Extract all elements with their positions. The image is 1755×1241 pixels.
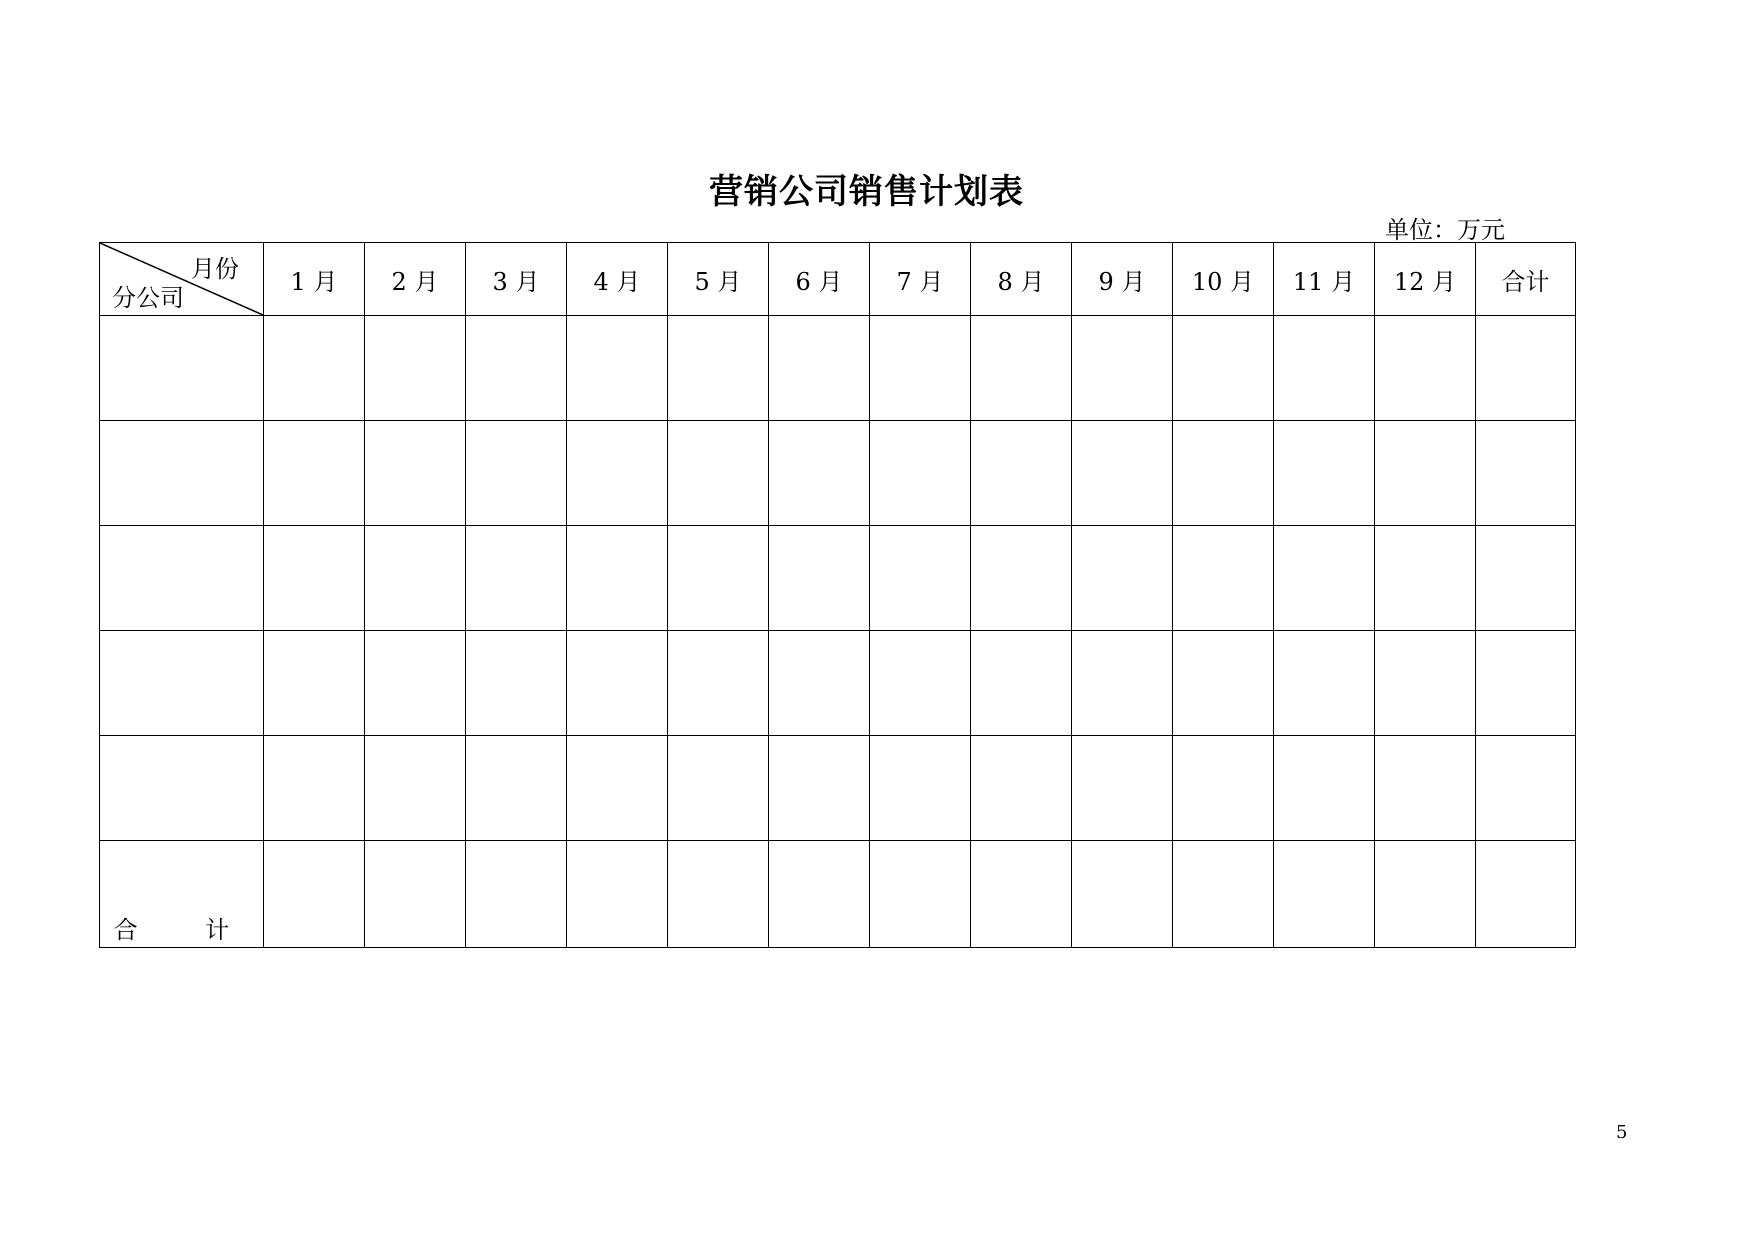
total-cell[interactable] <box>365 841 466 948</box>
table-cell[interactable] <box>971 421 1072 526</box>
table-cell[interactable] <box>365 421 466 526</box>
column-header-nov: 11 月 <box>1274 243 1375 316</box>
column-header-jul: 7 月 <box>870 243 971 316</box>
table-cell[interactable] <box>668 631 769 736</box>
total-cell[interactable] <box>567 841 668 948</box>
table-cell[interactable] <box>769 526 870 631</box>
table-cell[interactable] <box>1274 316 1375 421</box>
table-cell[interactable] <box>365 736 466 841</box>
table-cell[interactable] <box>567 316 668 421</box>
total-cell[interactable] <box>1173 841 1274 948</box>
table-row <box>100 631 1576 736</box>
table-cell[interactable] <box>1072 421 1173 526</box>
branch-name-cell[interactable] <box>100 631 264 736</box>
page-number: 5 <box>1616 1122 1628 1143</box>
table-cell[interactable] <box>1173 631 1274 736</box>
table-cell[interactable] <box>1375 631 1476 736</box>
table-cell[interactable] <box>567 736 668 841</box>
table-cell[interactable] <box>971 526 1072 631</box>
table-cell[interactable] <box>1375 526 1476 631</box>
table-cell[interactable] <box>1072 526 1173 631</box>
table-cell[interactable] <box>365 316 466 421</box>
column-header-jan: 1 月 <box>264 243 365 316</box>
table-cell[interactable] <box>1173 316 1274 421</box>
table-cell[interactable] <box>567 526 668 631</box>
table-cell[interactable] <box>668 526 769 631</box>
table-row <box>100 316 1576 421</box>
table-cell[interactable] <box>1072 631 1173 736</box>
table-cell[interactable] <box>870 421 971 526</box>
total-cell[interactable] <box>1274 841 1375 948</box>
table-cell[interactable] <box>1375 316 1476 421</box>
table-cell[interactable] <box>466 631 567 736</box>
column-header-may: 5 月 <box>668 243 769 316</box>
table-cell[interactable] <box>870 526 971 631</box>
table-cell[interactable] <box>1274 631 1375 736</box>
table-cell[interactable] <box>1476 316 1576 421</box>
column-header-oct: 10 月 <box>1173 243 1274 316</box>
corner-header-cell <box>100 243 264 316</box>
header-row <box>100 243 1576 316</box>
column-header-apr: 4 月 <box>567 243 668 316</box>
table-cell[interactable] <box>971 631 1072 736</box>
branch-name-cell[interactable] <box>100 526 264 631</box>
table-row <box>100 526 1576 631</box>
table-cell[interactable] <box>567 631 668 736</box>
table-cell[interactable] <box>1476 631 1576 736</box>
table-cell[interactable] <box>264 316 365 421</box>
total-cell[interactable] <box>1375 841 1476 948</box>
month-axis-label: 月份 <box>191 255 239 283</box>
branch-name-cell[interactable] <box>100 736 264 841</box>
sales-plan-table <box>99 242 1576 948</box>
table-cell[interactable] <box>1173 526 1274 631</box>
table-row <box>100 421 1576 526</box>
table-cell[interactable] <box>668 316 769 421</box>
table-cell[interactable] <box>264 526 365 631</box>
table-cell[interactable] <box>1274 736 1375 841</box>
table-cell[interactable] <box>668 421 769 526</box>
table-cell[interactable] <box>466 421 567 526</box>
table-cell[interactable] <box>971 316 1072 421</box>
total-cell[interactable] <box>1072 841 1173 948</box>
table-cell[interactable] <box>769 631 870 736</box>
total-cell[interactable] <box>769 841 870 948</box>
table-cell[interactable] <box>466 736 567 841</box>
table-cell[interactable] <box>1173 736 1274 841</box>
table-cell[interactable] <box>466 316 567 421</box>
total-row-label: 合 计 <box>113 916 260 944</box>
column-header-aug: 8 月 <box>971 243 1072 316</box>
table-cell[interactable] <box>466 526 567 631</box>
column-header-total: 合计 <box>1476 243 1576 316</box>
table-cell[interactable] <box>769 736 870 841</box>
total-cell[interactable] <box>466 841 567 948</box>
table-cell[interactable] <box>264 421 365 526</box>
table-cell[interactable] <box>1476 736 1576 841</box>
table-cell[interactable] <box>668 736 769 841</box>
table-cell[interactable] <box>769 316 870 421</box>
table-cell[interactable] <box>1072 316 1173 421</box>
table-cell[interactable] <box>264 631 365 736</box>
table-cell[interactable] <box>769 421 870 526</box>
column-header-feb: 2 月 <box>365 243 466 316</box>
table-cell[interactable] <box>1476 421 1576 526</box>
column-header-jun: 6 月 <box>769 243 870 316</box>
table-cell[interactable] <box>365 631 466 736</box>
total-row <box>100 841 1576 948</box>
unit-label: 单位：万元 <box>1385 216 1505 244</box>
table-cell[interactable] <box>870 631 971 736</box>
table-cell[interactable] <box>971 736 1072 841</box>
table-cell[interactable] <box>1274 526 1375 631</box>
total-cell[interactable] <box>1476 841 1576 948</box>
table-cell[interactable] <box>870 736 971 841</box>
table-cell[interactable] <box>1375 421 1476 526</box>
table-cell[interactable] <box>1072 736 1173 841</box>
column-header-sep: 9 月 <box>1072 243 1173 316</box>
document-title: 营销公司销售计划表 <box>709 172 1024 212</box>
table-cell[interactable] <box>1375 736 1476 841</box>
total-cell[interactable] <box>668 841 769 948</box>
table-cell[interactable] <box>264 736 365 841</box>
table-cell[interactable] <box>1274 421 1375 526</box>
branch-axis-label: 分公司 <box>112 284 184 312</box>
branch-name-cell[interactable] <box>100 316 264 421</box>
column-header-dec: 12 月 <box>1375 243 1476 316</box>
table-cell[interactable] <box>1173 421 1274 526</box>
table-cell[interactable] <box>365 526 466 631</box>
table-row <box>100 736 1576 841</box>
table-cell[interactable] <box>870 316 971 421</box>
total-cell[interactable] <box>870 841 971 948</box>
total-cell[interactable] <box>264 841 365 948</box>
total-cell[interactable] <box>971 841 1072 948</box>
column-header-mar: 3 月 <box>466 243 567 316</box>
table-cell[interactable] <box>1476 526 1576 631</box>
branch-name-cell[interactable] <box>100 421 264 526</box>
total-row-label-cell <box>100 841 264 948</box>
table-cell[interactable] <box>567 421 668 526</box>
